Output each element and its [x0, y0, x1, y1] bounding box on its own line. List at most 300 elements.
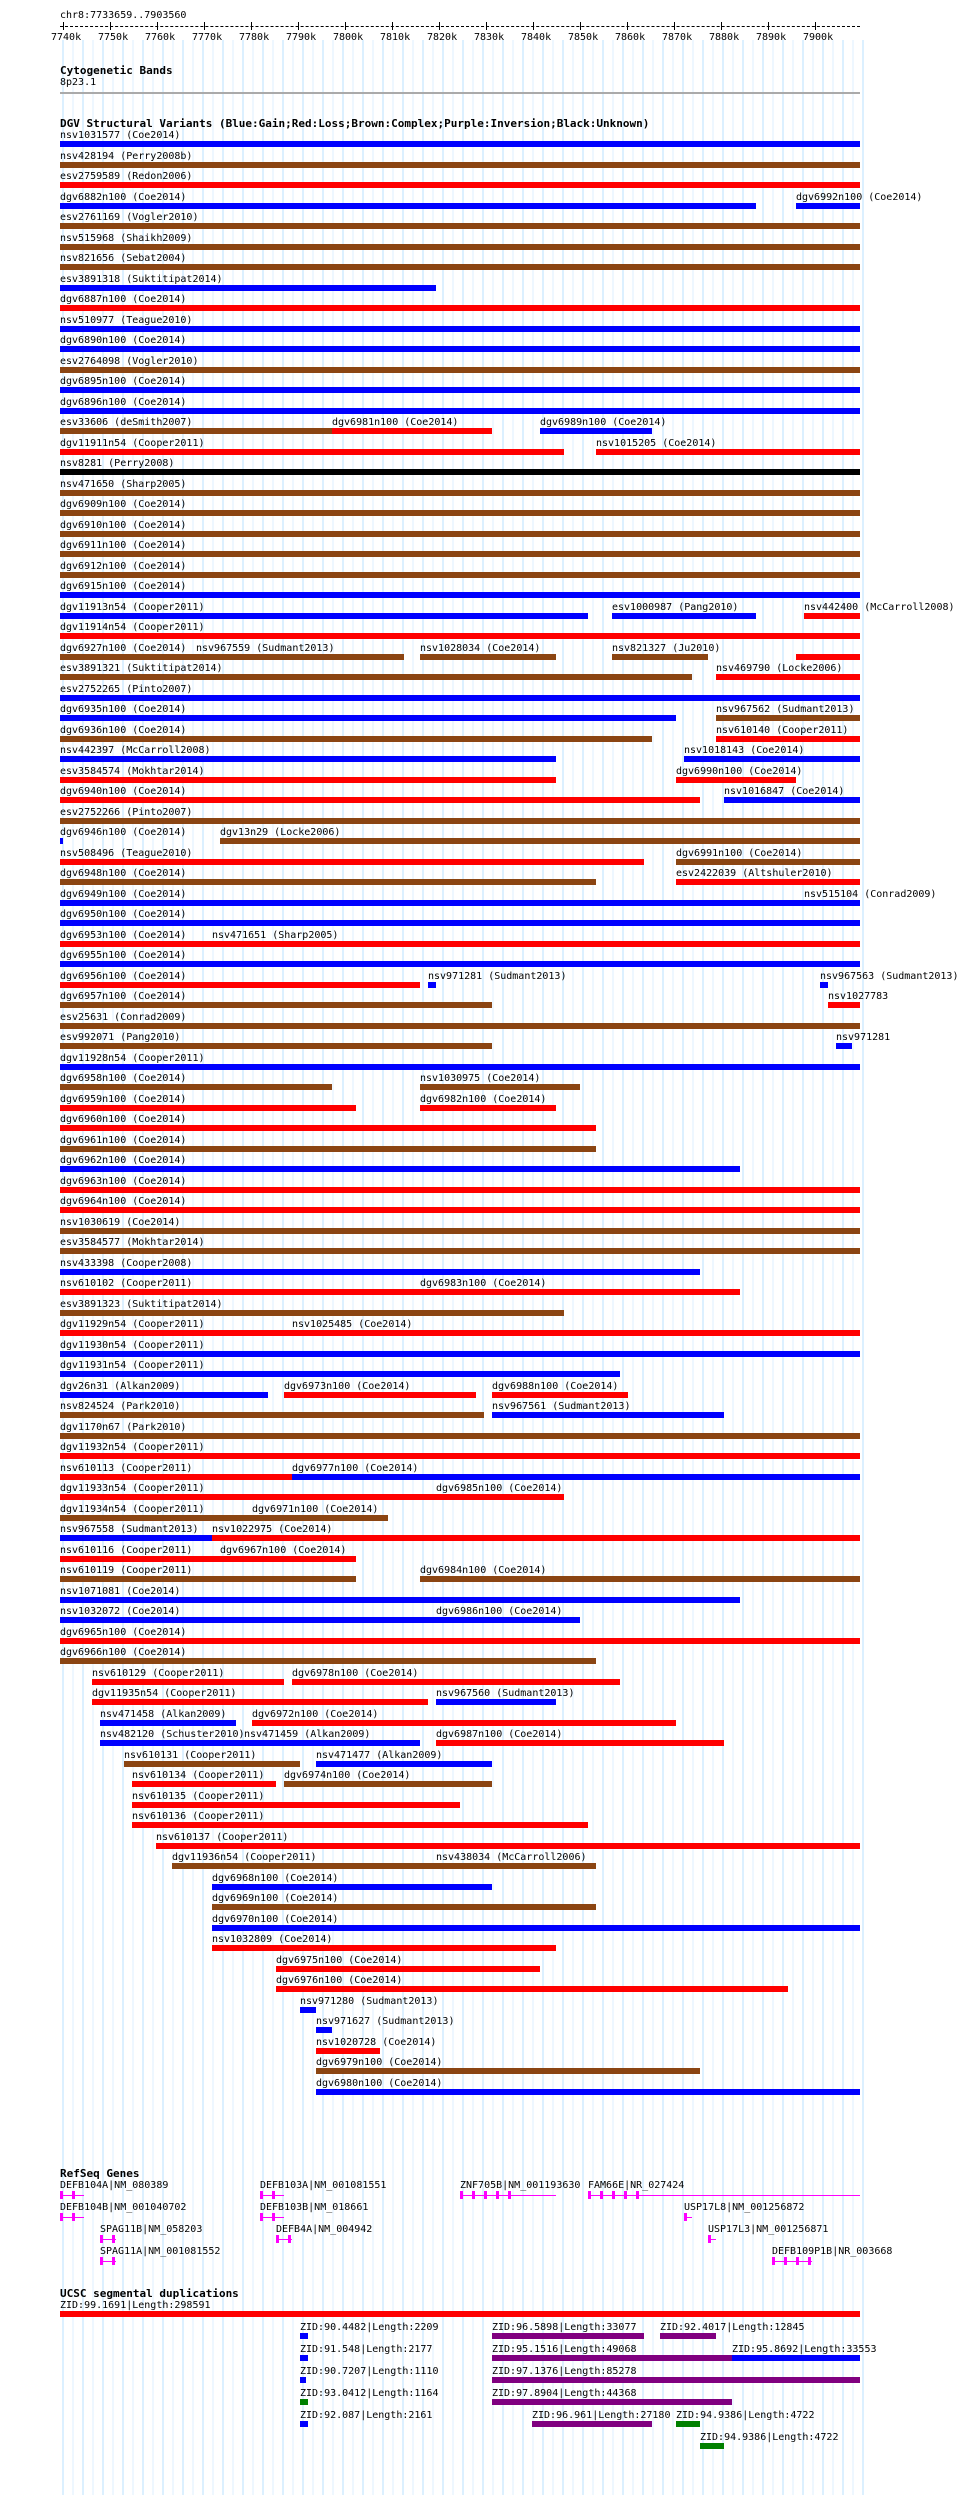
- variant-label[interactable]: esv2752265 (Pinto2007): [60, 683, 193, 695]
- variant-label[interactable]: nsv610137 (Cooper2011): [156, 1831, 289, 1843]
- variant-label[interactable]: dgv11914n54 (Cooper2011): [60, 622, 205, 633]
- variant-bar[interactable]: [716, 674, 860, 680]
- variant-bar[interactable]: [60, 1597, 740, 1603]
- gene-label[interactable]: DEFB109P1B|NR_003668: [772, 2246, 893, 2257]
- segdup-label[interactable]: ZID:97.8904|Length:44368: [492, 2388, 637, 2399]
- variant-label[interactable]: dgv6955n100 (Coe2014): [60, 950, 187, 961]
- variant-label[interactable]: dgv11911n54 (Cooper2011): [60, 437, 205, 449]
- variant-bar[interactable]: [60, 859, 644, 865]
- variant-label[interactable]: dgv6966n100 (Coe2014): [60, 1647, 187, 1658]
- variant-label[interactable]: dgv26n31 (Alkan2009): [60, 1380, 181, 1392]
- variant-bar[interactable]: [60, 1658, 596, 1664]
- variant-bar[interactable]: [60, 1474, 292, 1480]
- variant-bar[interactable]: [92, 1699, 428, 1705]
- variant-bar[interactable]: [156, 1843, 860, 1849]
- variant-bar[interactable]: [60, 449, 564, 455]
- gene-line[interactable]: [588, 2195, 860, 2196]
- segdup-bar[interactable]: [300, 2377, 306, 2383]
- variant-label[interactable]: dgv6984n100 (Coe2014): [420, 1565, 547, 1576]
- variant-label[interactable]: dgv6887n100 (Coe2014): [60, 294, 187, 305]
- variant-label[interactable]: nsv1020728 (Coe2014): [316, 2036, 437, 2048]
- variant-bar[interactable]: [276, 1986, 788, 1992]
- variant-label[interactable]: dgv6953n100 (Coe2014): [60, 929, 187, 941]
- variant-label[interactable]: dgv6964n100 (Coe2014): [60, 1196, 187, 1207]
- variant-bar[interactable]: [60, 1412, 484, 1418]
- variant-bar[interactable]: [292, 1474, 860, 1480]
- variant-bar[interactable]: [60, 736, 652, 742]
- segdup-bar[interactable]: [300, 2421, 308, 2427]
- variant-label[interactable]: esv33606 (deSmith2007): [60, 417, 193, 428]
- gene-label[interactable]: SPAG11A|NM_001081552: [100, 2246, 221, 2257]
- variant-label[interactable]: esv3891318 (Suktitipat2014): [60, 273, 223, 285]
- variant-label[interactable]: dgv11934n54 (Cooper2011): [60, 1503, 205, 1515]
- variant-bar[interactable]: [60, 285, 436, 291]
- variant-bar[interactable]: [124, 1761, 300, 1767]
- variant-bar[interactable]: [420, 1084, 580, 1090]
- variant-bar[interactable]: [716, 736, 860, 742]
- variant-bar[interactable]: [436, 1699, 556, 1705]
- variant-label[interactable]: nsv967560 (Sudmant2013): [436, 1688, 575, 1699]
- variant-label[interactable]: dgv6975n100 (Coe2014): [276, 1954, 403, 1966]
- variant-bar[interactable]: [132, 1822, 588, 1828]
- segdup-bar[interactable]: [732, 2355, 860, 2361]
- variant-label[interactable]: dgv11913n54 (Cooper2011): [60, 601, 205, 613]
- variant-label[interactable]: nsv610113 (Cooper2011): [60, 1462, 193, 1474]
- gene-label[interactable]: DEFB104B|NM_001040702: [60, 2202, 187, 2213]
- variant-bar[interactable]: [316, 2089, 860, 2095]
- variant-label[interactable]: dgv6895n100 (Coe2014): [60, 376, 187, 387]
- variant-bar[interactable]: [100, 1720, 236, 1726]
- variant-bar[interactable]: [60, 797, 700, 803]
- variant-label[interactable]: dgv6979n100 (Coe2014): [316, 2057, 443, 2068]
- variant-label[interactable]: dgv6983n100 (Coe2014): [420, 1278, 547, 1289]
- variant-label[interactable]: dgv6973n100 (Coe2014): [284, 1380, 411, 1392]
- variant-bar[interactable]: [60, 1248, 860, 1254]
- variant-bar[interactable]: [60, 531, 860, 537]
- gene-label[interactable]: DEFB104A|NM_080389: [60, 2180, 169, 2191]
- variant-label[interactable]: nsv1032809 (Coe2014): [212, 1934, 333, 1945]
- segdup-label[interactable]: ZID:91.548|Length:2177: [300, 2344, 433, 2355]
- variant-bar[interactable]: [60, 1433, 860, 1439]
- variant-bar[interactable]: [540, 428, 652, 434]
- segdup-bar[interactable]: [492, 2377, 860, 2383]
- variant-label[interactable]: nsv442397 (McCarroll2008): [60, 745, 211, 756]
- variant-label[interactable]: nsv610119 (Cooper2011): [60, 1565, 193, 1576]
- variant-bar[interactable]: [804, 613, 860, 619]
- variant-label[interactable]: dgv13n29 (Locke2006): [220, 827, 341, 838]
- variant-label[interactable]: nsv967563 (Sudmant2013): [820, 970, 958, 982]
- variant-bar[interactable]: [60, 162, 860, 168]
- variant-bar[interactable]: [60, 674, 236, 680]
- variant-bar[interactable]: [60, 1556, 220, 1562]
- variant-bar[interactable]: [60, 654, 196, 660]
- variant-label[interactable]: esv2422039 (Altshuler2010): [676, 868, 833, 879]
- segdup-label[interactable]: ZID:95.1516|Length:49068: [492, 2344, 637, 2355]
- variant-bar[interactable]: [236, 1310, 564, 1316]
- variant-bar[interactable]: [60, 387, 860, 393]
- variant-bar[interactable]: [60, 838, 63, 844]
- gene-label[interactable]: SPAG11B|NM_058203: [100, 2224, 203, 2235]
- variant-label[interactable]: nsv971281 (Sudmant2013): [428, 970, 567, 982]
- variant-label[interactable]: dgv6962n100 (Coe2014): [60, 1155, 187, 1166]
- variant-label[interactable]: dgv6977n100 (Coe2014): [292, 1462, 419, 1474]
- variant-label[interactable]: dgv6927n100 (Coe2014): [60, 642, 187, 654]
- variant-bar[interactable]: [60, 551, 860, 557]
- variant-bar[interactable]: [60, 1084, 332, 1090]
- variant-label[interactable]: nsv821327 (Ju2010): [612, 642, 721, 654]
- variant-label[interactable]: dgv6981n100 (Coe2014): [332, 417, 459, 428]
- variant-bar[interactable]: [212, 1945, 556, 1951]
- variant-bar[interactable]: [492, 1392, 628, 1398]
- variant-bar[interactable]: [60, 244, 860, 250]
- variant-label[interactable]: nsv1018143 (Coe2014): [684, 745, 805, 756]
- variant-label[interactable]: dgv6989n100 (Coe2014): [540, 417, 667, 428]
- variant-bar[interactable]: [60, 1146, 596, 1152]
- variant-bar[interactable]: [60, 900, 804, 906]
- variant-label[interactable]: nsv8281 (Perry2008): [60, 458, 175, 469]
- variant-label[interactable]: esv992071 (Pang2010): [60, 1032, 181, 1043]
- variant-label[interactable]: esv3584574 (Mokhtar2014): [60, 765, 205, 777]
- variant-label[interactable]: dgv6961n100 (Coe2014): [60, 1134, 187, 1146]
- variant-label[interactable]: nsv1030975 (Coe2014): [420, 1073, 541, 1084]
- segdup-label[interactable]: ZID:92.4017|Length:12845: [660, 2322, 805, 2333]
- segdup-label[interactable]: ZID:96.961|Length:27180: [532, 2410, 671, 2421]
- variant-label[interactable]: nsv610136 (Cooper2011): [132, 1811, 265, 1822]
- variant-label[interactable]: dgv6963n100 (Coe2014): [60, 1175, 187, 1187]
- variant-label[interactable]: dgv6986n100 (Coe2014): [436, 1606, 563, 1617]
- variant-bar[interactable]: [60, 777, 556, 783]
- variant-bar[interactable]: [60, 633, 860, 639]
- variant-bar[interactable]: [492, 1412, 724, 1418]
- variant-bar[interactable]: [612, 613, 756, 619]
- variant-bar[interactable]: [60, 1515, 252, 1521]
- segdup-bar[interactable]: [300, 2333, 308, 2339]
- variant-bar[interactable]: [60, 510, 860, 516]
- variant-bar[interactable]: [60, 1125, 596, 1131]
- variant-bar[interactable]: [60, 1371, 620, 1377]
- variant-label[interactable]: dgv11935n54 (Cooper2011): [92, 1688, 237, 1699]
- variant-bar[interactable]: [60, 1023, 860, 1029]
- variant-bar[interactable]: [420, 1576, 860, 1582]
- variant-bar[interactable]: [60, 1064, 860, 1070]
- variant-label[interactable]: esv2752266 (Pinto2007): [60, 806, 193, 818]
- variant-label[interactable]: nsv971281: [836, 1032, 891, 1043]
- variant-label[interactable]: dgv6957n100 (Coe2014): [60, 991, 187, 1002]
- segdup-label[interactable]: ZID:90.4482|Length:2209: [300, 2322, 439, 2333]
- variant-bar[interactable]: [212, 1904, 596, 1910]
- segdup-label[interactable]: ZID:96.5898|Length:33077: [492, 2322, 637, 2333]
- variant-label[interactable]: dgv6896n100 (Coe2014): [60, 396, 187, 408]
- variant-bar[interactable]: [212, 941, 860, 947]
- variant-label[interactable]: nsv471477 (Alkan2009): [316, 1749, 443, 1761]
- variant-label[interactable]: nsv471650 (Sharp2005): [60, 478, 187, 490]
- variant-label[interactable]: dgv11932n54 (Cooper2011): [60, 1442, 205, 1453]
- variant-label[interactable]: nsv515104 (Conrad2009): [804, 888, 937, 900]
- variant-label[interactable]: nsv821656 (Sebat2004): [60, 253, 187, 264]
- variant-bar[interactable]: [60, 305, 860, 311]
- variant-label[interactable]: nsv824524 (Park2010): [60, 1401, 181, 1412]
- variant-bar[interactable]: [316, 1761, 492, 1767]
- variant-bar[interactable]: [796, 654, 860, 660]
- variant-bar[interactable]: [60, 920, 860, 926]
- variant-bar[interactable]: [276, 1966, 540, 1972]
- variant-label[interactable]: nsv967562 (Sudmant2013): [716, 704, 855, 715]
- variant-bar[interactable]: [828, 1002, 860, 1008]
- segdup-label[interactable]: ZID:94.9386|Length:4722: [676, 2410, 815, 2421]
- variant-label[interactable]: dgv6936n100 (Coe2014): [60, 724, 187, 736]
- variant-bar[interactable]: [804, 900, 860, 906]
- variant-bar[interactable]: [60, 1535, 212, 1541]
- variant-bar[interactable]: [60, 756, 556, 762]
- variant-bar[interactable]: [60, 1166, 740, 1172]
- variant-label[interactable]: esv3891323 (Suktitipat2014): [60, 1298, 223, 1310]
- variant-bar[interactable]: [196, 654, 404, 660]
- variant-bar[interactable]: [60, 182, 860, 188]
- variant-label[interactable]: nsv515968 (Shaikh2009): [60, 232, 193, 244]
- variant-label[interactable]: esv3584577 (Mokhtar2014): [60, 1237, 205, 1248]
- variant-label[interactable]: nsv967561 (Sudmant2013): [492, 1401, 631, 1412]
- variant-label[interactable]: nsv471459 (Alkan2009): [244, 1729, 371, 1740]
- variant-label[interactable]: nsv1031577 (Coe2014): [60, 130, 181, 141]
- variant-label[interactable]: dgv11930n54 (Cooper2011): [60, 1339, 205, 1351]
- variant-label[interactable]: nsv438034 (McCarroll2006): [436, 1852, 587, 1863]
- variant-bar[interactable]: [172, 1863, 436, 1869]
- variant-bar[interactable]: [60, 613, 588, 619]
- variant-label[interactable]: dgv6970n100 (Coe2014): [212, 1913, 339, 1925]
- variant-bar[interactable]: [420, 1289, 740, 1295]
- variant-label[interactable]: dgv6959n100 (Coe2014): [60, 1093, 187, 1105]
- variant-bar[interactable]: [332, 428, 492, 434]
- variant-label[interactable]: dgv6910n100 (Coe2014): [60, 519, 187, 531]
- gene-label[interactable]: DEFB103A|NM_001081551: [260, 2180, 387, 2191]
- variant-label[interactable]: dgv6890n100 (Coe2014): [60, 335, 187, 346]
- variant-bar[interactable]: [436, 1494, 564, 1500]
- variant-bar[interactable]: [60, 490, 860, 496]
- variant-label[interactable]: esv3891321 (Suktitipat2014): [60, 663, 223, 674]
- variant-bar[interactable]: [244, 1740, 420, 1746]
- variant-bar[interactable]: [60, 1392, 268, 1398]
- variant-label[interactable]: dgv6985n100 (Coe2014): [436, 1483, 563, 1494]
- segdup-bar[interactable]: [660, 2333, 716, 2339]
- variant-label[interactable]: dgv6949n100 (Coe2014): [60, 888, 187, 900]
- variant-bar[interactable]: [676, 879, 860, 885]
- variant-label[interactable]: nsv610140 (Cooper2011): [716, 724, 849, 736]
- variant-bar[interactable]: [212, 1884, 492, 1890]
- variant-label[interactable]: nsv471651 (Sharp2005): [212, 929, 339, 941]
- variant-label[interactable]: nsv1027783: [828, 991, 889, 1002]
- variant-label[interactable]: dgv6992n100 (Coe2014): [796, 191, 923, 203]
- variant-bar[interactable]: [60, 1310, 236, 1316]
- variant-label[interactable]: dgv6968n100 (Coe2014): [212, 1872, 339, 1884]
- variant-bar[interactable]: [612, 654, 708, 660]
- variant-bar[interactable]: [60, 346, 860, 352]
- variant-label[interactable]: esv2759589 (Redon2006): [60, 171, 193, 182]
- variant-label[interactable]: nsv610135 (Cooper2011): [132, 1790, 265, 1802]
- variant-label[interactable]: dgv6988n100 (Coe2014): [492, 1380, 619, 1392]
- variant-label[interactable]: dgv6971n100 (Coe2014): [252, 1503, 379, 1515]
- variant-label[interactable]: nsv610102 (Cooper2011): [60, 1278, 193, 1289]
- variant-bar[interactable]: [132, 1781, 276, 1787]
- gene-line[interactable]: [772, 2261, 812, 2262]
- variant-bar[interactable]: [92, 1679, 284, 1685]
- variant-bar[interactable]: [292, 1330, 860, 1336]
- segdup-bar[interactable]: [60, 2311, 860, 2317]
- variant-bar[interactable]: [60, 572, 860, 578]
- variant-bar[interactable]: [60, 982, 420, 988]
- variant-bar[interactable]: [60, 141, 860, 147]
- variant-label[interactable]: dgv6991n100 (Coe2014): [676, 847, 803, 859]
- variant-label[interactable]: nsv508496 (Teague2010): [60, 847, 193, 859]
- variant-bar[interactable]: [60, 961, 860, 967]
- variant-bar[interactable]: [60, 592, 860, 598]
- variant-bar[interactable]: [60, 1105, 356, 1111]
- gene-label[interactable]: USP17L8|NM_001256872: [684, 2202, 805, 2213]
- variant-label[interactable]: dgv6958n100 (Coe2014): [60, 1073, 187, 1084]
- variant-bar[interactable]: [436, 1617, 580, 1623]
- segdup-bar[interactable]: [492, 2355, 732, 2361]
- variant-label[interactable]: dgv11936n54 (Cooper2011): [172, 1852, 317, 1863]
- segdup-label[interactable]: ZID:99.1691|Length:298591: [60, 2300, 211, 2311]
- variant-label[interactable]: dgv1170n67 (Park2010): [60, 1421, 187, 1433]
- segdup-bar[interactable]: [532, 2421, 652, 2427]
- segdup-bar[interactable]: [492, 2399, 732, 2405]
- variant-label[interactable]: dgv6990n100 (Coe2014): [676, 765, 803, 777]
- variant-bar[interactable]: [420, 1105, 556, 1111]
- gene-label[interactable]: ZNF705B|NM_001193630: [460, 2180, 581, 2191]
- variant-label[interactable]: nsv610129 (Cooper2011): [92, 1667, 225, 1679]
- variant-label[interactable]: nsv1028034 (Coe2014): [420, 642, 541, 654]
- variant-label[interactable]: nsv1025485 (Coe2014): [292, 1319, 413, 1330]
- variant-bar[interactable]: [292, 1679, 620, 1685]
- segdup-label[interactable]: ZID:90.7207|Length:1110: [300, 2366, 439, 2377]
- variant-label[interactable]: dgv6946n100 (Coe2014): [60, 827, 187, 838]
- variant-bar[interactable]: [220, 1556, 356, 1562]
- gene-label[interactable]: USP17L3|NM_001256871: [708, 2224, 829, 2235]
- variant-bar[interactable]: [60, 1453, 860, 1459]
- variant-label[interactable]: dgv6935n100 (Coe2014): [60, 704, 187, 715]
- segdup-bar[interactable]: [676, 2421, 700, 2427]
- variant-bar[interactable]: [60, 1187, 860, 1193]
- variant-label[interactable]: nsv1032072 (Coe2014): [60, 1606, 181, 1617]
- variant-bar[interactable]: [60, 1638, 860, 1644]
- variant-label[interactable]: nsv482120 (Schuster2010): [100, 1729, 245, 1740]
- variant-label[interactable]: esv1000987 (Pang2010): [612, 601, 739, 613]
- variant-bar[interactable]: [60, 367, 860, 373]
- variant-bar[interactable]: [284, 1781, 492, 1787]
- variant-bar[interactable]: [676, 777, 796, 783]
- gene-label[interactable]: DEFB4A|NM_004942: [276, 2224, 373, 2235]
- variant-label[interactable]: dgv6950n100 (Coe2014): [60, 909, 187, 920]
- variant-bar[interactable]: [60, 879, 596, 885]
- variant-bar[interactable]: [212, 1925, 860, 1931]
- segdup-label[interactable]: ZID:93.0412|Length:1164: [300, 2388, 439, 2399]
- variant-label[interactable]: dgv6980n100 (Coe2014): [316, 2077, 443, 2089]
- variant-bar[interactable]: [60, 264, 860, 270]
- segdup-bar[interactable]: [492, 2333, 644, 2339]
- variant-bar[interactable]: [60, 223, 860, 229]
- variant-label[interactable]: dgv6909n100 (Coe2014): [60, 499, 187, 510]
- variant-label[interactable]: dgv11931n54 (Cooper2011): [60, 1360, 205, 1371]
- variant-bar[interactable]: [60, 1043, 492, 1049]
- variant-bar[interactable]: [60, 408, 860, 414]
- variant-label[interactable]: nsv469790 (Locke2006): [716, 663, 843, 674]
- variant-bar[interactable]: [60, 1207, 860, 1213]
- variant-bar[interactable]: [60, 1576, 356, 1582]
- variant-bar[interactable]: [436, 1863, 596, 1869]
- variant-bar[interactable]: [60, 695, 860, 701]
- variant-label[interactable]: dgv6987n100 (Coe2014): [436, 1729, 563, 1740]
- variant-label[interactable]: esv25631 (Conrad2009): [60, 1011, 187, 1023]
- segdup-bar[interactable]: [700, 2443, 724, 2449]
- gene-label[interactable]: DEFB103B|NM_018661: [260, 2202, 369, 2213]
- variant-label[interactable]: nsv610134 (Cooper2011): [132, 1770, 265, 1781]
- variant-bar[interactable]: [724, 797, 860, 803]
- variant-bar[interactable]: [60, 428, 332, 434]
- variant-bar[interactable]: [436, 1740, 724, 1746]
- segdup-bar[interactable]: [300, 2355, 308, 2361]
- segdup-label[interactable]: ZID:92.087|Length:2161: [300, 2410, 433, 2421]
- variant-bar[interactable]: [212, 1535, 860, 1541]
- variant-label[interactable]: dgv6965n100 (Coe2014): [60, 1626, 187, 1638]
- variant-bar[interactable]: [60, 1289, 420, 1295]
- variant-bar[interactable]: [252, 1720, 676, 1726]
- variant-bar[interactable]: [316, 2048, 380, 2054]
- variant-bar[interactable]: [596, 449, 860, 455]
- variant-bar[interactable]: [316, 2027, 332, 2033]
- variant-bar[interactable]: [820, 982, 828, 988]
- variant-label[interactable]: nsv510977 (Teague2010): [60, 314, 193, 326]
- variant-bar[interactable]: [316, 2068, 700, 2074]
- variant-bar[interactable]: [796, 203, 860, 209]
- variant-label[interactable]: nsv442400 (McCarroll2008): [804, 601, 955, 613]
- variant-bar[interactable]: [252, 1515, 388, 1521]
- variant-label[interactable]: nsv967558 (Sudmant2013): [60, 1524, 199, 1535]
- variant-bar[interactable]: [60, 818, 860, 824]
- variant-label[interactable]: nsv1015205 (Coe2014): [596, 437, 717, 449]
- variant-bar[interactable]: [60, 1002, 492, 1008]
- variant-bar[interactable]: [236, 674, 692, 680]
- variant-bar[interactable]: [60, 1228, 860, 1234]
- variant-bar[interactable]: [132, 1802, 460, 1808]
- variant-label[interactable]: dgv11933n54 (Cooper2011): [60, 1483, 205, 1494]
- variant-label[interactable]: dgv6972n100 (Coe2014): [252, 1708, 379, 1720]
- variant-bar[interactable]: [716, 715, 860, 721]
- variant-bar[interactable]: [60, 1351, 860, 1357]
- variant-label[interactable]: nsv610116 (Cooper2011): [60, 1544, 193, 1556]
- variant-label[interactable]: nsv1071081 (Coe2014): [60, 1585, 181, 1597]
- gene-label[interactable]: FAM66E|NR_027424: [588, 2180, 685, 2191]
- variant-bar[interactable]: [100, 1740, 244, 1746]
- variant-label[interactable]: nsv967559 (Sudmant2013): [196, 642, 335, 654]
- variant-label[interactable]: dgv6969n100 (Coe2014): [212, 1893, 339, 1904]
- variant-bar[interactable]: [60, 1269, 700, 1275]
- variant-label[interactable]: dgv6960n100 (Coe2014): [60, 1114, 187, 1125]
- variant-label[interactable]: dgv6911n100 (Coe2014): [60, 540, 187, 551]
- variant-label[interactable]: nsv1022975 (Coe2014): [212, 1524, 333, 1535]
- variant-label[interactable]: dgv6982n100 (Coe2014): [420, 1093, 547, 1105]
- variant-bar[interactable]: [836, 1043, 852, 1049]
- segdup-label[interactable]: ZID:97.1376|Length:85278: [492, 2366, 637, 2377]
- variant-bar[interactable]: [676, 859, 860, 865]
- variant-label[interactable]: nsv428194 (Perry2008b): [60, 150, 193, 162]
- variant-label[interactable]: dgv6956n100 (Coe2014): [60, 970, 187, 982]
- variant-label[interactable]: dgv6882n100 (Coe2014): [60, 191, 187, 203]
- segdup-label[interactable]: ZID:94.9386|Length:4722: [700, 2432, 839, 2443]
- variant-bar[interactable]: [220, 838, 860, 844]
- variant-bar[interactable]: [60, 941, 212, 947]
- variant-bar[interactable]: [60, 715, 676, 721]
- variant-label[interactable]: nsv1030619 (Coe2014): [60, 1216, 181, 1228]
